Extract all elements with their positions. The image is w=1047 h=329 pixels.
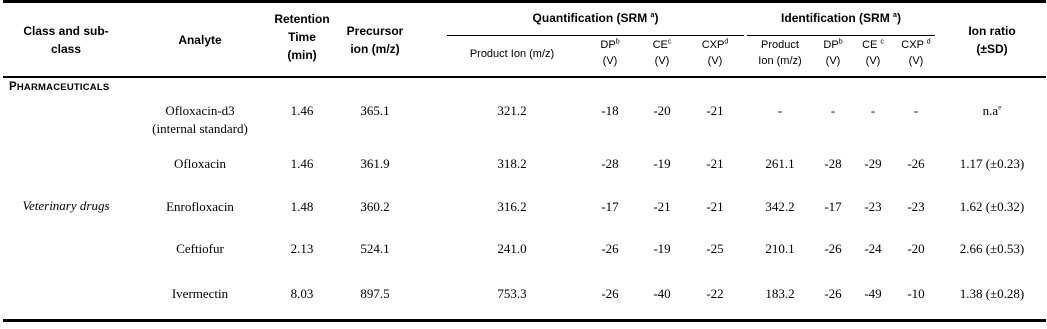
row-0-q-dp: -18 [601, 103, 619, 118]
row-3-q-cxp: -25 [706, 241, 724, 256]
row-1-i-cxp: -26 [907, 156, 925, 171]
header-quantification: Quantification (SRM $^a$) [532, 11, 659, 25]
row-2-i-ce: -23 [864, 199, 882, 214]
row-1-ratio: 1.17 (±0.23) [959, 156, 1025, 171]
row-0-q-cxp: -21 [706, 103, 724, 118]
header-analyte: Analyte [178, 33, 222, 47]
row-4-i-dp: -26 [824, 286, 842, 301]
row-2-rt: 1.48 [290, 199, 314, 214]
row-2-i-dp: -17 [824, 199, 842, 214]
row-3-i-ion: 210.1 [765, 241, 795, 256]
row-4-i-ce: -49 [864, 286, 882, 301]
row-1-i-ce: -29 [864, 156, 882, 171]
row-3-analyte: Ceftiofur [176, 241, 224, 256]
row-0-analyte: Ofloxacin-d3 (internal standard) [152, 103, 248, 136]
identification-span-rule [747, 35, 935, 36]
row-3-ratio: 2.66 (±0.53) [959, 241, 1025, 256]
row-2-q-dp: -17 [601, 199, 619, 214]
row-0-q-ce: -20 [653, 103, 671, 118]
results-table [3, 0, 1046, 329]
header-retention-time: Retention Time (min) [274, 12, 330, 62]
row-4-rt: 8.03 [290, 286, 314, 301]
header-q-cxp: CXP$^d$ (V) [701, 38, 729, 67]
header-bottom-rule [3, 76, 1046, 78]
header-q-product-ion: Product Ion (m/z) [469, 48, 555, 60]
row-3-rt: 2.13 [290, 241, 314, 256]
row-4-precursor: 897.5 [360, 286, 390, 301]
table-bottom-rule [3, 319, 1046, 322]
row-3-i-dp: -26 [824, 241, 842, 256]
header-ion-ratio: Ion ratio (±SD) [968, 24, 1016, 56]
header-precursor-ion: Precursor ion (m/z) [346, 24, 404, 56]
row-3-precursor: 524.1 [360, 241, 390, 256]
row-4-q-ion: 753.3 [497, 286, 527, 301]
row-0-precursor: 365.1 [360, 103, 390, 118]
row-1-analyte: Ofloxacin [174, 156, 226, 171]
row-3-q-ion: 241.0 [497, 241, 527, 256]
row-3-i-cxp: -20 [907, 241, 925, 256]
row-2-i-ion: 342.2 [765, 199, 795, 214]
row-4-q-dp: -26 [601, 286, 619, 301]
header-i-cxp: CXP $^d$ (V) [901, 38, 931, 67]
row-0-i-cxp: - [913, 103, 919, 118]
header-i-ce: CE $^c$ (V) [862, 38, 884, 67]
row-1-q-cxp: -21 [706, 156, 724, 171]
row-4-i-cxp: -10 [907, 286, 925, 301]
header-q-ce: $CE^c$ (V) [652, 38, 672, 67]
header-i-product-ion: Product Ion (m/z) [758, 39, 802, 67]
row-4-i-ion: 183.2 [765, 286, 795, 301]
quantification-span-rule [447, 35, 744, 36]
row-4-analyte: Ivermectin [171, 286, 229, 301]
row-0-ratio: $n.a^e$ [982, 103, 1002, 118]
header-q-dp: $DP^b$ (V) [600, 38, 620, 67]
row-4-q-cxp: -22 [706, 286, 724, 301]
row-2-i-cxp: -23 [907, 199, 925, 214]
row-2-analyte: Enrofloxacin [166, 199, 234, 214]
row-0-i-ce: - [870, 103, 876, 118]
row-3-q-ce: -19 [653, 241, 671, 256]
header-identification: Identification (SRM $^a$) [781, 11, 901, 25]
row-0-i-dp: - [830, 103, 836, 118]
row-2-q-ce: -21 [653, 199, 671, 214]
section-label: PHARMACEUTICALS [9, 81, 110, 93]
header-i-dp: $DP^b$ (V) [823, 38, 843, 67]
table-top-rule [3, 0, 1046, 3]
row-2-ratio: 1.62 (±0.32) [959, 199, 1025, 214]
row-1-i-ion: 261.1 [765, 156, 795, 171]
row-1-i-dp: -28 [824, 156, 842, 171]
row-4-ratio: 1.38 (±0.28) [959, 286, 1025, 301]
row-3-q-dp: -26 [601, 241, 619, 256]
row-2-precursor: 360.2 [360, 199, 390, 214]
row-0-q-ion: 321.2 [497, 103, 527, 118]
row-1-rt: 1.46 [290, 156, 314, 171]
row-1-q-dp: -28 [601, 156, 619, 171]
row-1-precursor: 361.9 [360, 156, 390, 171]
row-2-q-ion: 316.2 [497, 199, 527, 214]
subclass-label: Veterinary drugs [22, 198, 110, 213]
row-3-i-ce: -24 [864, 241, 882, 256]
row-2-q-cxp: -21 [706, 199, 724, 214]
row-1-q-ce: -19 [653, 156, 671, 171]
header-class: Class and sub- class [23, 24, 109, 56]
row-4-q-ce: -40 [653, 286, 671, 301]
row-1-q-ion: 318.2 [497, 156, 527, 171]
row-0-rt: 1.46 [290, 103, 314, 118]
row-0-i-ion: - [777, 103, 783, 118]
